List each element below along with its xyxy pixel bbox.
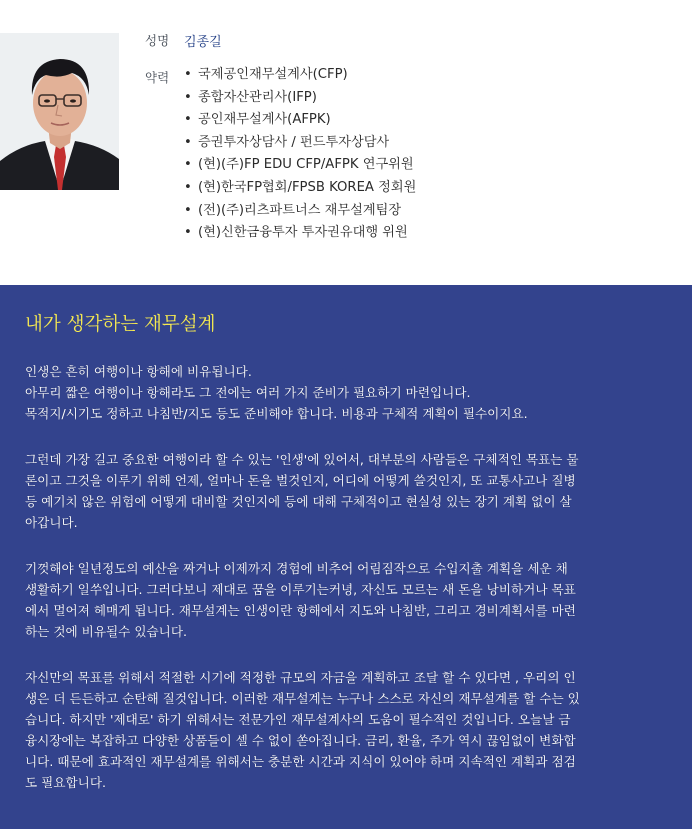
career-item — [184, 222, 416, 245]
bullet-icon: • — [184, 225, 192, 241]
text-line: 인생은 흔히 여행이나 항해에 비유됩니다. — [25, 364, 252, 379]
career-item — [184, 87, 416, 110]
bullet-icon: • — [184, 134, 192, 150]
bullet-icon: • — [184, 157, 192, 173]
career-item-text: (전)(주)리츠파트너스 재무설계팀장 — [198, 202, 402, 218]
career-item-text: 국제공인재무설계사(CFP) — [198, 67, 348, 82]
text-line: 하는 것에 비유될수 있습니다. — [25, 624, 187, 639]
text-line: 등 예기치 않은 위험에 어떻게 대비할 것인지에 등에 대해 구체적이고 현실성 있는 장기 계획 없이 살 — [25, 494, 572, 509]
profile-section — [0, 0, 692, 285]
career-item-text: 공인재무설계사(AFPK) — [198, 112, 331, 128]
text-line: 그런데 가장 길고 중요한 여행이라 할 수 있는 '인생'에 있어서, 대부분의 사람들은 구체적인 목표는 물 — [25, 452, 579, 467]
text-line: 목적지/시기도 정하고 나침반/지도 등도 준비해야 합니다. 비용과 구체적 계획이 필수이지요. — [25, 406, 528, 421]
career-item — [184, 200, 416, 223]
career-item-text: 종합자산관리사(IFP) — [198, 89, 317, 105]
career-item-text: (현)(주)FP EDU CFP/AFPK 연구위원 — [198, 157, 414, 173]
paragraph — [25, 449, 670, 533]
paragraph — [25, 361, 670, 424]
career-item-text: (현)신한금융투자 투자권유대행 위원 — [198, 225, 408, 241]
essay-body — [25, 361, 670, 818]
philosophy-section — [0, 285, 692, 829]
text-line: 니다. 때문에 효과적인 재무설계를 위해서는 충분한 시간과 지식이 있어야 하며 지속적인 계획과 점검 — [25, 754, 576, 769]
paragraph — [25, 558, 670, 642]
bullet-icon: • — [184, 112, 192, 128]
career-item — [184, 154, 416, 177]
portrait-image — [0, 33, 119, 190]
text-line: 아무리 짧은 여행이나 항해라도 그 전에는 여러 가지 준비가 필요하기 마련입니다. — [25, 385, 471, 400]
text-line: 생은 더 든든하고 순탄해 질것입니다. 이러한 재무설계는 누구나 스스로 자신의 재무설계를 할 수는 있 — [25, 691, 580, 706]
career-item — [184, 177, 416, 200]
career-item — [184, 109, 416, 132]
bullet-icon: • — [184, 89, 192, 105]
career-item — [184, 132, 416, 155]
text-line: 기껏해야 일년정도의 예산을 짜거나 이제까지 경험에 비추어 어림짐작으로 수입지출 계획을 세운 채 — [25, 561, 568, 576]
text-line: 아갑니다. — [25, 515, 78, 530]
career-list — [184, 64, 416, 245]
name-label: 성명 — [145, 33, 170, 48]
text-line: 생활하기 일쑤입니다. 그러다보니 제대로 꿈을 이루기는커녕, 자신도 모르는 새 돈을 낭비하거나 목표 — [25, 582, 576, 597]
profile-photo — [0, 33, 119, 190]
text-line: 에서 멀어져 헤매게 됩니다. 재무설계는 인생이란 항해에서 지도와 나침반, 그리고 경비계획서를 마련 — [25, 603, 576, 618]
text-line: 도 필요합니다. — [25, 775, 106, 790]
career-item — [184, 64, 416, 87]
text-line: 습니다. 하지만 '제대로' 하기 위해서는 전문가인 재무설계사의 도움이 필수적인 것입니다. 오늘날 금 — [25, 712, 571, 727]
paragraph — [25, 667, 670, 793]
person-name: 김종길 — [184, 35, 222, 50]
text-line: 자신만의 목표를 위해서 적절한 시기에 적정한 규모의 자금을 계획하고 조달 할 수 있다면 , 우리의 인 — [25, 670, 576, 685]
career-item-text: 증권투자상담사 / 펀드투자상담사 — [198, 134, 390, 150]
section-title: 내가 생각하는 재무설계 — [25, 314, 216, 335]
bullet-icon: • — [184, 67, 192, 82]
bullet-icon: • — [184, 202, 192, 218]
career-label: 약력 — [145, 70, 170, 85]
text-line: 융시장에는 복잡하고 다양한 상품들이 셀 수 없이 쏟아집니다. 금리, 환율, 주가 역시 끊임없이 변화합 — [25, 733, 576, 748]
text-line: 론이고 그것을 이루기 위해 언제, 얼마나 돈을 벌것인지, 어디에 어떻게 쓸것인지, 또 교통사고나 질병 — [25, 473, 576, 488]
career-item-text: (현)한국FP협회/FPSB KOREA 정회원 — [198, 179, 417, 195]
bullet-icon: • — [184, 179, 192, 195]
